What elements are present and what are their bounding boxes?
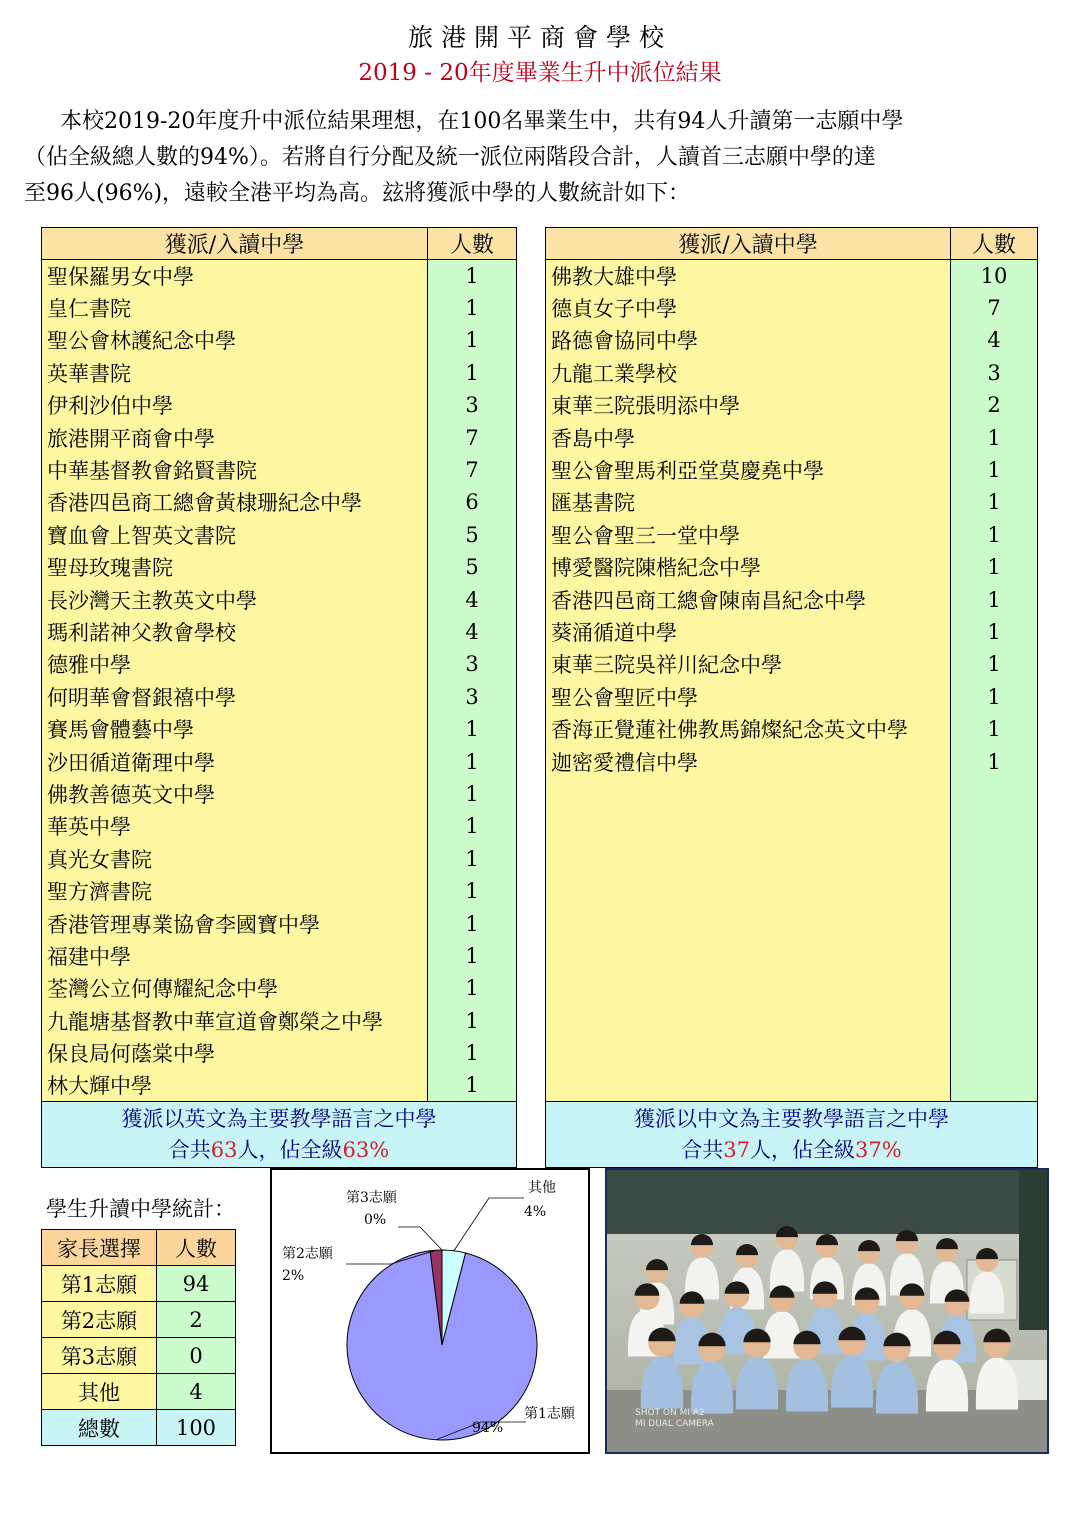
count-cell	[951, 1004, 1038, 1036]
table-row	[42, 1338, 236, 1374]
pie-category-label: 第3志願	[346, 1190, 397, 1206]
count-cell: 4	[428, 583, 517, 615]
table-row	[42, 357, 517, 389]
table-row	[546, 519, 1038, 551]
school-name-cell: 德貞女子中學	[546, 292, 951, 324]
empty-row	[546, 907, 1038, 939]
count-cell	[951, 843, 1038, 875]
count-cell: 1	[951, 681, 1038, 713]
count-cell: 1	[428, 324, 517, 356]
count-cell: 4	[428, 616, 517, 648]
table-row	[42, 486, 517, 518]
table-row	[42, 1302, 236, 1338]
table-header-row	[42, 228, 517, 260]
count-cell	[951, 1037, 1038, 1069]
count-cell: 2	[157, 1302, 236, 1338]
count-cell: 6	[428, 486, 517, 518]
table-row	[42, 843, 517, 875]
count-cell: 3	[428, 389, 517, 421]
table-row	[42, 972, 517, 1004]
table-row	[546, 713, 1038, 745]
school-name-cell: 瑪利諾神父教會學校	[42, 616, 428, 648]
school-name-cell	[546, 1069, 951, 1101]
table-row	[42, 421, 517, 453]
report-subtitle: 2019 - 20年度畢業生升中派位結果	[358, 60, 722, 86]
table-row	[42, 1069, 517, 1101]
school-name-cell: 寶血會上智英文書院	[42, 519, 428, 551]
school-name-cell	[546, 810, 951, 842]
english-medium-schools-table	[41, 227, 517, 1168]
count-cell: 1	[951, 421, 1038, 453]
empty-row	[546, 940, 1038, 972]
count-cell: 1	[428, 810, 517, 842]
school-name-cell: 福建中學	[42, 940, 428, 972]
count-cell: 3	[428, 681, 517, 713]
parent-choice-table	[41, 1229, 236, 1446]
column-header-school: 獲派/入讀中學	[546, 228, 951, 260]
column-header-count: 人數	[951, 228, 1038, 260]
count-cell: 1	[428, 972, 517, 1004]
school-name-cell: 賽馬會體藝中學	[42, 713, 428, 745]
choice-cell: 第1志願	[42, 1266, 157, 1302]
table-row	[546, 583, 1038, 615]
summary-percent: 37%	[855, 1137, 902, 1162]
count-cell: 10	[951, 260, 1038, 292]
count-cell	[951, 875, 1038, 907]
pie-category-label: 第1志願	[524, 1406, 575, 1422]
table-row	[42, 648, 517, 680]
school-name-cell: 旅港開平商會中學	[42, 421, 428, 453]
empty-row	[546, 1069, 1038, 1101]
school-name-cell	[546, 1037, 951, 1069]
school-name-cell: 香島中學	[546, 421, 951, 453]
count-cell: 1	[428, 1069, 517, 1101]
table-row	[546, 648, 1038, 680]
table-row	[42, 810, 517, 842]
summary-title: 獲派以英文為主要教學語言之中學	[121, 1106, 437, 1131]
table-row	[546, 421, 1038, 453]
school-name-cell: 香港四邑商工總會黃棣珊紀念中學	[42, 486, 428, 518]
chinese-summary	[546, 1102, 1038, 1168]
choice-pie-chart	[270, 1168, 590, 1454]
table-row	[42, 551, 517, 583]
table-row	[42, 583, 517, 615]
table-row	[42, 1037, 517, 1069]
count-cell: 1	[428, 778, 517, 810]
table-row	[42, 260, 517, 292]
count-cell: 1	[951, 745, 1038, 777]
school-name-cell: 九龍工業學校	[546, 357, 951, 389]
total-row	[42, 1410, 236, 1446]
count-cell: 1	[428, 843, 517, 875]
table-row	[546, 454, 1038, 486]
summary-percent: 63%	[342, 1137, 390, 1162]
count-cell: 1	[428, 745, 517, 777]
pie-category-label: 第2志願	[282, 1246, 333, 1262]
school-name-cell: 何明華會督銀禧中學	[42, 681, 428, 713]
count-cell	[951, 972, 1038, 1004]
empty-row	[546, 1004, 1038, 1036]
table-row	[546, 389, 1038, 421]
table-footer-row	[42, 1102, 517, 1168]
choice-cell: 其他	[42, 1374, 157, 1410]
column-header-school: 獲派/入讀中學	[42, 228, 428, 260]
school-name-cell: 皇仁書院	[42, 292, 428, 324]
table-row	[42, 940, 517, 972]
table-row	[546, 357, 1038, 389]
count-cell: 1	[951, 648, 1038, 680]
count-cell: 1	[428, 1037, 517, 1069]
empty-row	[546, 810, 1038, 842]
school-name-cell: 聖保羅男女中學	[42, 260, 428, 292]
table-row	[42, 745, 517, 777]
table-row	[546, 486, 1038, 518]
school-name-cell: 香港管理專業協會李國寶中學	[42, 907, 428, 939]
table-row	[42, 519, 517, 551]
pie-leader-line	[398, 1227, 442, 1250]
column-header-count: 人數	[428, 228, 517, 260]
summary-count: 63	[210, 1137, 238, 1162]
count-cell	[951, 907, 1038, 939]
school-name-cell: 路德會協同中學	[546, 324, 951, 356]
school-name-cell: 聖公會聖馬利亞堂莫慶堯中學	[546, 454, 951, 486]
school-name-cell: 聖公會聖匠中學	[546, 681, 951, 713]
school-name-cell: 伊利沙伯中學	[42, 389, 428, 421]
school-name-cell: 聖公會聖三一堂中學	[546, 519, 951, 551]
school-name-cell: 匯基書院	[546, 486, 951, 518]
empty-row	[546, 1037, 1038, 1069]
count-cell: 1	[951, 551, 1038, 583]
school-name-cell: 保良局何蔭棠中學	[42, 1037, 428, 1069]
count-cell	[951, 810, 1038, 842]
photo-watermark: SHOT ON MI A2 MI DUAL CAMERA	[635, 1408, 714, 1429]
school-name-cell: 中華基督教會銘賢書院	[42, 454, 428, 486]
school-name-cell: 真光女書院	[42, 843, 428, 875]
school-name-cell: 華英中學	[42, 810, 428, 842]
count-cell: 1	[428, 875, 517, 907]
count-cell: 7	[951, 292, 1038, 324]
empty-row	[546, 843, 1038, 875]
pie-category-label: 其他	[528, 1180, 556, 1196]
table-row	[42, 875, 517, 907]
column-header-choice: 家長選擇	[42, 1230, 157, 1266]
pie-chart-svg	[272, 1170, 588, 1452]
school-name-cell: 佛教大雄中學	[546, 260, 951, 292]
table-row	[42, 324, 517, 356]
count-cell	[951, 1069, 1038, 1101]
school-name-cell: 英華書院	[42, 357, 428, 389]
school-name-cell: 荃灣公立何傳耀紀念中學	[42, 972, 428, 1004]
pie-percent-label: 4%	[524, 1204, 547, 1220]
school-name-cell: 迦密愛禮信中學	[546, 745, 951, 777]
school-name-cell	[546, 940, 951, 972]
table-row	[42, 713, 517, 745]
count-cell: 1	[428, 260, 517, 292]
stats-label: 學生升讀中學統計：	[46, 1197, 235, 1221]
table-row	[546, 745, 1038, 777]
empty-row	[546, 875, 1038, 907]
table-row	[42, 454, 517, 486]
school-name-cell	[546, 1004, 951, 1036]
count-cell	[951, 940, 1038, 972]
school-name-cell	[546, 972, 951, 1004]
column-header-count: 人數	[157, 1230, 236, 1266]
school-name-cell: 德雅中學	[42, 648, 428, 680]
school-name-cell	[546, 907, 951, 939]
table-row	[546, 260, 1038, 292]
table-row	[546, 292, 1038, 324]
school-name-cell: 東華三院張明添中學	[546, 389, 951, 421]
table-row	[42, 778, 517, 810]
count-cell: 1	[951, 519, 1038, 551]
school-name-cell: 聖母玫瑰書院	[42, 551, 428, 583]
table-row	[42, 292, 517, 324]
table-row	[546, 616, 1038, 648]
count-cell: 94	[157, 1266, 236, 1302]
table-row	[546, 324, 1038, 356]
total-label: 總數	[42, 1410, 157, 1446]
class-photo	[605, 1168, 1049, 1454]
empty-row	[546, 972, 1038, 1004]
count-cell: 1	[428, 292, 517, 324]
count-cell: 1	[951, 616, 1038, 648]
pie-percent-label: 94%	[472, 1420, 504, 1436]
count-cell: 1	[951, 583, 1038, 615]
summary-title: 獲派以中文為主要教學語言之中學	[634, 1106, 949, 1131]
table-footer-row	[546, 1102, 1038, 1168]
table-header-row	[42, 1230, 236, 1266]
count-cell: 1	[428, 713, 517, 745]
pie-leader-line	[454, 1198, 524, 1251]
english-summary	[42, 1102, 517, 1168]
school-name-cell: 博愛醫院陳楷紀念中學	[546, 551, 951, 583]
count-cell: 0	[157, 1338, 236, 1374]
count-cell: 4	[157, 1374, 236, 1410]
summary-total: 合共37人，佔全級37%	[681, 1137, 902, 1162]
school-name-cell: 佛教善德英文中學	[42, 778, 428, 810]
school-name-cell: 聖方濟書院	[42, 875, 428, 907]
school-name-cell: 沙田循道衛理中學	[42, 745, 428, 777]
table-row	[546, 551, 1038, 583]
count-cell: 1	[428, 357, 517, 389]
school-name-cell: 九龍塘基督教中華宣道會鄭榮之中學	[42, 1004, 428, 1036]
table-header-row	[546, 228, 1038, 260]
school-name-cell: 香港四邑商工總會陳南昌紀念中學	[546, 583, 951, 615]
count-cell: 2	[951, 389, 1038, 421]
table-row	[42, 1004, 517, 1036]
school-name-cell: 林大輝中學	[42, 1069, 428, 1101]
choice-cell: 第2志願	[42, 1302, 157, 1338]
table-row	[42, 616, 517, 648]
count-cell: 5	[428, 519, 517, 551]
table-row	[42, 1266, 236, 1302]
count-cell: 1	[428, 1004, 517, 1036]
count-cell	[951, 778, 1038, 810]
total-value: 100	[157, 1410, 236, 1446]
choice-cell: 第3志願	[42, 1338, 157, 1374]
table-row	[42, 389, 517, 421]
chinese-medium-schools-table	[545, 227, 1038, 1168]
intro-line: （佔全級總人數的94%）。若將自行分配及統一派位兩階段合計，人讀首三志願中學的達	[24, 145, 876, 170]
count-cell: 1	[428, 907, 517, 939]
school-name-cell	[546, 875, 951, 907]
pie-percent-label: 0%	[364, 1212, 387, 1228]
count-cell: 1	[951, 713, 1038, 745]
intro-paragraph	[24, 104, 1044, 212]
school-name-cell: 東華三院吳祥川紀念中學	[546, 648, 951, 680]
count-cell: 1	[428, 940, 517, 972]
school-name-cell: 葵涌循道中學	[546, 616, 951, 648]
count-cell: 3	[951, 357, 1038, 389]
count-cell: 1	[951, 486, 1038, 518]
school-name-cell: 聖公會林護紀念中學	[42, 324, 428, 356]
school-name-cell	[546, 778, 951, 810]
table-row	[42, 907, 517, 939]
table-row	[42, 681, 517, 713]
summary-total: 合共63人，佔全級63%	[168, 1137, 390, 1162]
count-cell: 1	[951, 454, 1038, 486]
school-title: 旅港開平商會學校	[407, 23, 672, 52]
intro-line: 本校2019-20年度升中派位結果理想，在100名畢業生中，共有94人升讀第一志願中學	[60, 109, 904, 134]
summary-count: 37	[723, 1137, 751, 1162]
count-cell: 7	[428, 454, 517, 486]
school-name-cell	[546, 843, 951, 875]
table-row	[42, 1374, 236, 1410]
table-row	[546, 681, 1038, 713]
pie-percent-label: 2%	[282, 1268, 305, 1284]
school-name-cell: 長沙灣天主教英文中學	[42, 583, 428, 615]
count-cell: 3	[428, 648, 517, 680]
count-cell: 7	[428, 421, 517, 453]
intro-line: 至96人(96%)，遠較全港平均為高。玆將獲派中學的人數統計如下：	[24, 181, 691, 206]
empty-row	[546, 778, 1038, 810]
count-cell: 5	[428, 551, 517, 583]
count-cell: 4	[951, 324, 1038, 356]
school-name-cell: 香海正覺蓮社佛教馬錦燦紀念英文中學	[546, 713, 951, 745]
